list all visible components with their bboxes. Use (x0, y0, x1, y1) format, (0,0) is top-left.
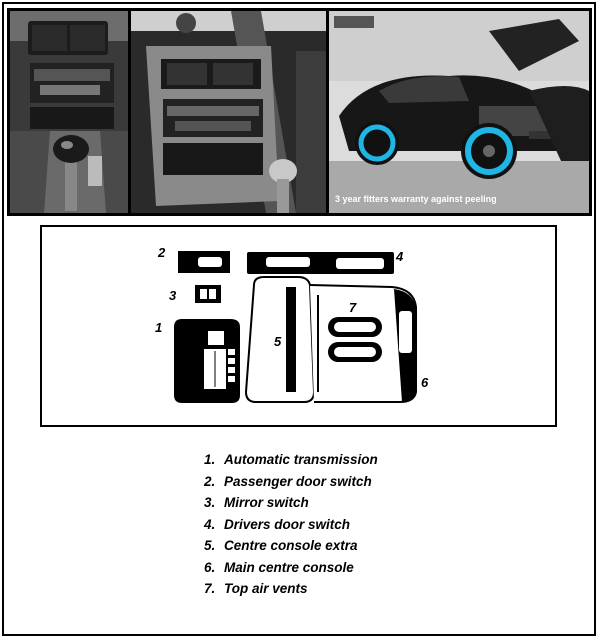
photo-strip (7, 8, 592, 216)
legend-item: 3. Mirror switch (204, 495, 309, 510)
warranty-caption: 3 year fitters warranty against peeling (335, 194, 497, 204)
parts-legend (204, 449, 378, 600)
label-part-3: 3 (169, 288, 177, 303)
label-part-7: 7 (349, 300, 357, 315)
photo-centre-console (131, 11, 326, 213)
label-part-1: 1 (155, 320, 163, 335)
parts-diagram (40, 225, 557, 427)
part-2-passenger-door-switch (178, 251, 230, 273)
part-6-main-centre-console (246, 277, 416, 402)
label-part-5: 5 (274, 334, 282, 349)
part-3-mirror-switch (195, 285, 221, 303)
label-part-2: 2 (158, 245, 166, 260)
legend-item: 2. Passenger door switch (204, 473, 372, 489)
part-4-drivers-door-switch (247, 252, 394, 274)
part-1-automatic-transmission (174, 319, 240, 403)
label-part-4: 4 (396, 249, 404, 264)
legend-item: 7. Top air vents (204, 581, 308, 596)
legend-item: 6. Main centre console (204, 559, 354, 575)
legend-item: 4. Drivers door switch (204, 516, 351, 532)
photo-car (329, 11, 589, 213)
legend-item: 5. Centre console extra (204, 538, 358, 553)
legend-item: 1. Automatic transmission (204, 452, 378, 467)
photo-gear-shift (10, 11, 128, 213)
part-5-centre-console-extra (286, 287, 296, 392)
label-part-6: 6 (421, 375, 429, 390)
